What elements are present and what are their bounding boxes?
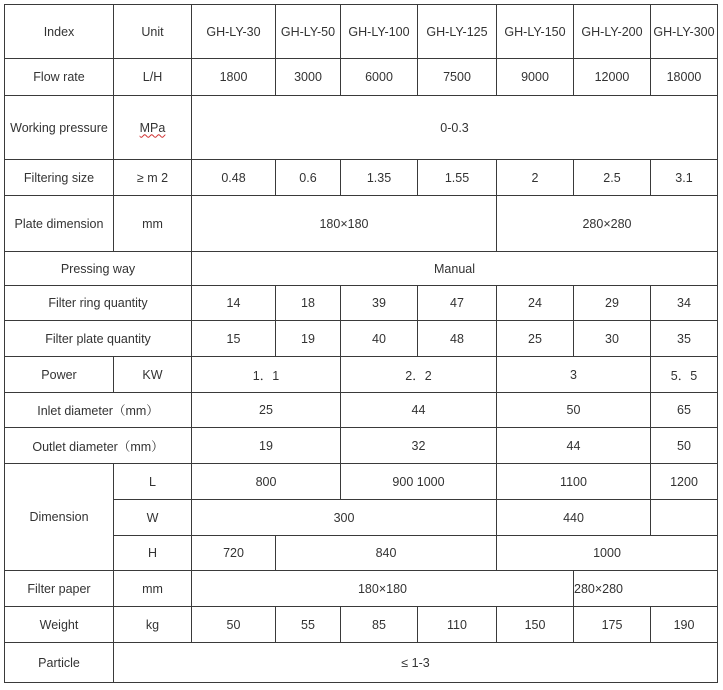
- flow-rate-row: [5, 59, 718, 96]
- table-cell: 280×280: [497, 196, 718, 252]
- inlet-diameter-row: [5, 393, 718, 428]
- table-cell: 720: [192, 536, 276, 571]
- table-cell: 2: [497, 160, 574, 196]
- table-cell: Manual: [192, 252, 718, 286]
- outlet-diameter-row: [5, 428, 718, 464]
- pressing-way-row: [5, 252, 718, 286]
- row-label: Filter plate quantity: [5, 321, 192, 357]
- row-unit: ≥ m 2: [114, 160, 192, 196]
- table-cell: 150: [497, 607, 574, 643]
- row-label: Weight: [5, 607, 114, 643]
- header-model: GH-LY-150: [497, 5, 574, 59]
- row-label: Filter paper: [5, 571, 114, 607]
- table-cell: 840: [276, 536, 497, 571]
- header-model: GH-LY-300: [651, 5, 718, 59]
- row-label: Inlet diameter（mm）: [5, 393, 192, 428]
- table-cell: 9000: [497, 59, 574, 96]
- table-cell: 12000: [574, 59, 651, 96]
- filter-ring-quantity-row: [5, 286, 718, 321]
- filter-plate-quantity-row: [5, 321, 718, 357]
- spec-table: [4, 4, 718, 683]
- table-cell: 18: [276, 286, 341, 321]
- row-label: Flow rate: [5, 59, 114, 96]
- table-cell: 190: [651, 607, 718, 643]
- table-cell: 3.1: [651, 160, 718, 196]
- filtering-size-row: [5, 160, 718, 196]
- header-model: GH-LY-200: [574, 5, 651, 59]
- row-unit: H: [114, 536, 192, 571]
- table-cell: 25: [497, 321, 574, 357]
- table-cell: 40: [341, 321, 418, 357]
- table-cell: 39: [341, 286, 418, 321]
- table-cell: 34: [651, 286, 718, 321]
- table-cell: 175: [574, 607, 651, 643]
- table-cell: 32: [341, 428, 497, 464]
- power-row: [5, 357, 718, 393]
- table-cell: 25: [192, 393, 341, 428]
- table-cell: 44: [341, 393, 497, 428]
- table-cell: 0-0.3: [192, 96, 718, 160]
- table-cell: 15: [192, 321, 276, 357]
- header-model: GH-LY-30: [192, 5, 276, 59]
- row-unit: W: [114, 500, 192, 536]
- table-cell: 47: [418, 286, 497, 321]
- filter-paper-row: [5, 571, 718, 607]
- table-cell: 1000: [497, 536, 718, 571]
- table-cell: 180×180: [192, 571, 574, 607]
- table-cell: 2．2: [341, 357, 497, 393]
- table-cell: 35: [651, 321, 718, 357]
- table-cell: 19: [192, 428, 341, 464]
- table-cell: 85: [341, 607, 418, 643]
- header-model: GH-LY-125: [418, 5, 497, 59]
- table-cell: 0.48: [192, 160, 276, 196]
- header-unit: Unit: [114, 5, 192, 59]
- row-unit: KW: [114, 357, 192, 393]
- row-unit: mm: [114, 571, 192, 607]
- table-cell: 44: [497, 428, 651, 464]
- table-cell: 440: [497, 500, 651, 536]
- table-cell: 110: [418, 607, 497, 643]
- header-index: Index: [5, 5, 114, 59]
- row-label: Pressing way: [5, 252, 192, 286]
- table-cell: 1．1: [192, 357, 341, 393]
- table-cell: 3000: [276, 59, 341, 96]
- row-label: Filtering size: [5, 160, 114, 196]
- table-cell: 14: [192, 286, 276, 321]
- row-label: Power: [5, 357, 114, 393]
- table-cell: 48: [418, 321, 497, 357]
- table-cell: [651, 500, 718, 536]
- table-cell: 7500: [418, 59, 497, 96]
- header-model: GH-LY-50: [276, 5, 341, 59]
- header-model: GH-LY-100: [341, 5, 418, 59]
- particle-row: [5, 643, 718, 683]
- row-unit: L/H: [114, 59, 192, 96]
- table-cell: 6000: [341, 59, 418, 96]
- table-cell: 1800: [192, 59, 276, 96]
- row-unit: L: [114, 464, 192, 500]
- table-cell: 2.5: [574, 160, 651, 196]
- table-cell: 29: [574, 286, 651, 321]
- dimension-l-row: [5, 464, 718, 500]
- table-cell: 18000: [651, 59, 718, 96]
- table-cell: ≤ 1-3: [114, 643, 718, 683]
- table-cell: 3: [497, 357, 651, 393]
- table-cell: 1.55: [418, 160, 497, 196]
- table-cell: 50: [497, 393, 651, 428]
- table-cell: 55: [276, 607, 341, 643]
- table-cell: 50: [192, 607, 276, 643]
- unit-text: MPa: [139, 120, 166, 135]
- row-unit: [114, 96, 192, 160]
- table-cell: 24: [497, 286, 574, 321]
- header-row: [5, 5, 718, 59]
- table-cell: 280×280: [574, 571, 718, 607]
- table-cell: 19: [276, 321, 341, 357]
- table-cell: 0.6: [276, 160, 341, 196]
- table-cell: 5．5: [651, 357, 718, 393]
- table-cell: 180×180: [192, 196, 497, 252]
- table-cell: 900 1000: [341, 464, 497, 500]
- row-unit: mm: [114, 196, 192, 252]
- table-cell: 65: [651, 393, 718, 428]
- table-cell: 30: [574, 321, 651, 357]
- row-label: Outlet diameter（mm）: [5, 428, 192, 464]
- working-pressure-row: [5, 96, 718, 160]
- row-label: Working pressure: [5, 96, 114, 160]
- table-cell: 800: [192, 464, 341, 500]
- table-cell: 1.35: [341, 160, 418, 196]
- row-label: Dimension: [5, 464, 114, 571]
- table-cell: 1100: [497, 464, 651, 500]
- table-cell: 50: [651, 428, 718, 464]
- table-cell: 1200: [651, 464, 718, 500]
- row-label: Particle: [5, 643, 114, 683]
- weight-row: [5, 607, 718, 643]
- table-cell: 300: [192, 500, 497, 536]
- row-unit: kg: [114, 607, 192, 643]
- row-label: Filter ring quantity: [5, 286, 192, 321]
- row-label: Plate dimension: [5, 196, 114, 252]
- plate-dimension-row: [5, 196, 718, 252]
